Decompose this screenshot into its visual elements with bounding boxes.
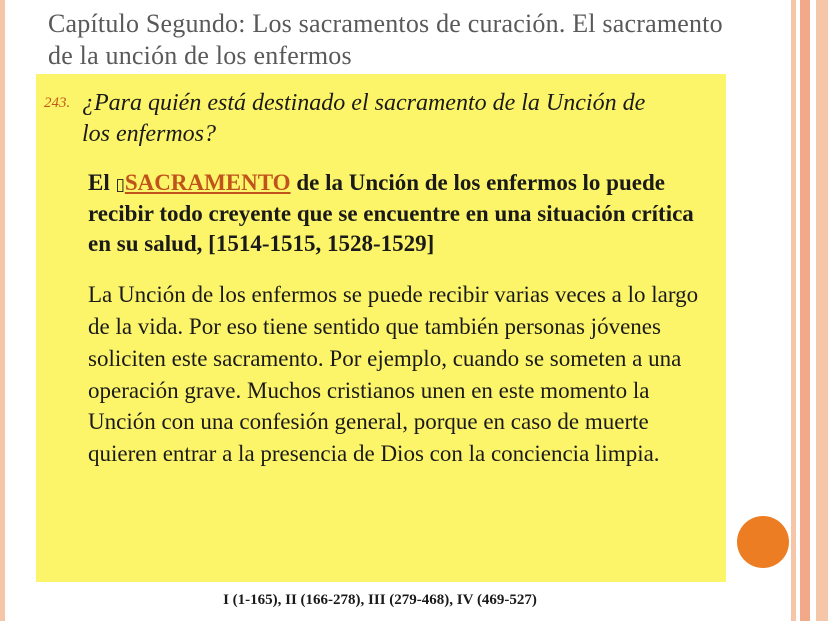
answer-body: La Unción de los enfermos se puede recibir varias veces a lo largo de la vida. Por eso tiene sentido que también personas jóvenes soliciten este sacramento. Por ejemplo, cuando se someten a una operación grave. Muchos cristianos unen en este momento la Unción con una confesión general, porque en caso de muerte quieren entrar a la presencia de Dios con la conciencia limpia. (88, 282, 699, 467)
sacramento-link[interactable]: SACRAMENTO (124, 170, 291, 196)
answer-prefix: El (88, 170, 116, 196)
question-text: ¿Para quién está destinado el sacramento de la Unción de los enfermos? (82, 90, 646, 148)
orange-circle-decoration (737, 516, 789, 568)
right-accent-stripe-dark (800, 0, 810, 621)
question-row (44, 88, 708, 150)
footer-reference: I (1-165), II (166-278), III (279-468), IV (469-527) (223, 592, 537, 608)
left-accent-stripe (0, 0, 5, 621)
page-title: Capítulo Segundo: Los sacramentos de curación. El sacramento de la unción de los enfermos (48, 9, 723, 70)
answer-highlight (88, 168, 698, 259)
question-number: 243. (44, 95, 71, 111)
right-accent-stripe-edge (816, 0, 828, 621)
answer-rest: de la Unción de los enfermos lo puede recibir todo creyente que se encuentre en una situación crítica en su salud, [1514-1515, 1528-1529] (88, 170, 694, 257)
content-panel (36, 74, 726, 582)
box-glyph-icon: ▯ (115, 175, 125, 196)
